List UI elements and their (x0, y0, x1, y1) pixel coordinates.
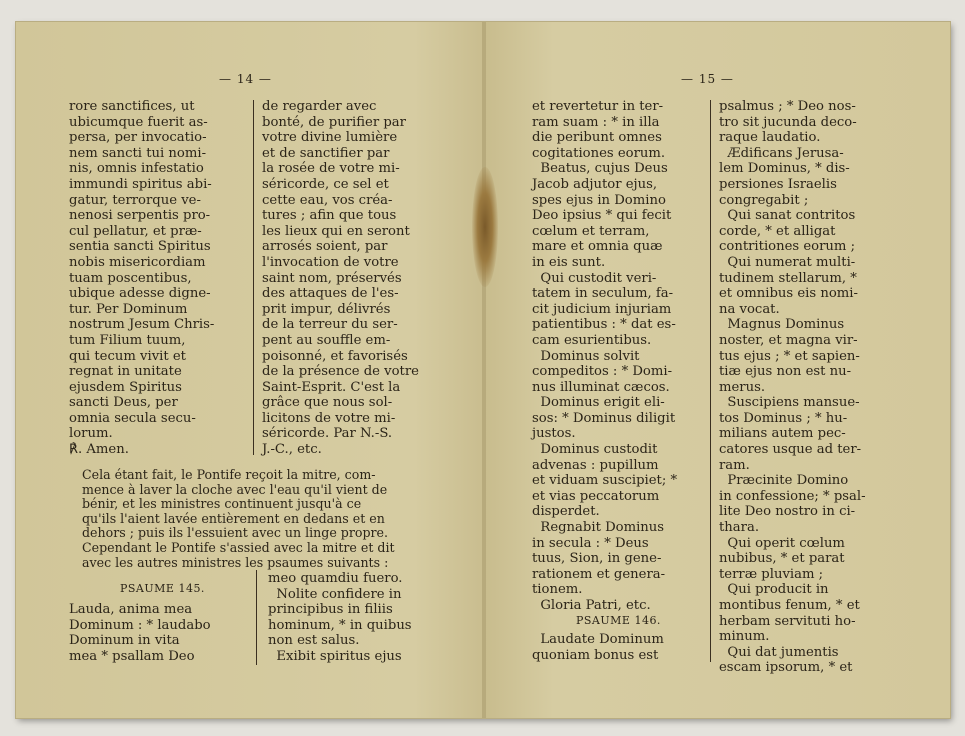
column-divider (253, 100, 254, 455)
psalm-145-title: PSAUME 145. (120, 582, 205, 595)
french-prayer-column: de regarder avec bonté, de purifier par votre divine lumière et de sanctifier par la rosée de votre mi- séricorde, ce sel et cette eau, vos créa- tures ; afin que tous les lieux qui en seront arrosés soient, par l'invocation de votre saint nom, préservés des attaques de l'es- prit impur, délivrés de la terreur du ser- pent au souffle em- poisonné, et favorisés de la présence de votre Saint-Esprit. C'est la grâce que nous sol- licitons de votre mi- séricorde. Par N.-S. J.-C., etc. (262, 99, 419, 458)
latin-prayer-column: rore sanctifices, ut ubicumque fuerit as- persa, per invocatio- nem sancti tui nomi- nis, omnis infestatio immundi spiritus abi- gatur, terrorque ve- nenosi serpentis pro- cul pellatur, et præ- sentia sancti Spiritus nobis misericordiam tuam poscentibus, ubique adesse digne- tur. Per Dominum nostrum Jesum Chris- tum Filium tuum, qui tecum vivit et regnat in unitate ejusdem Spiritus sancti Deus, per omnia secula secu- lorum. ℟. Amen. (69, 99, 215, 458)
psalm-146-title: PSAUME 146. (576, 614, 661, 627)
open-booklet (16, 22, 950, 718)
rubric-paragraph: Cela étant fait, le Pontife reçoit la mitre, com- mence à laver la cloche avec l'eau qu'il vient de bénir, et les ministres continuent jusqu'à ce qu'ils l'aient lavée entièrement en dedans et en dehors ; puis ils l'essuient avec un linge propre. Cependant le Pontife s'assied avec la mitre et dit avec les autres ministres les psaumes suivants : (82, 467, 395, 570)
psalm-145-continuation: et revertetur in ter- ram suam : * in illa die peribunt omnes cogitationes eorum. Beatus, cujus Deus Jacob adjutor ejus, spes ejus in Domino Deo ipsius * qui fecit cœlum et terram, mare et omnia quæ in eis sunt. Qui custodit veri- tatem in seculum, fa- cit judicium injuriam patientibus : * dat es- cam esurientibus. Dominus solvit compeditos : * Domi- nus illuminat cæcos. Dominus erigit eli- sos: * Dominus diligit justos. Dominus custodit advenas : pupillum et viduam suscipiet; * et vias peccatorum disperdet. Regnabit Dominus in secula : * Deus tuus, Sion, in gene- rationem et genera- tionem. Gloria Patri, etc. (532, 99, 678, 613)
column-divider (256, 570, 257, 665)
column-divider (710, 100, 711, 662)
psalm-146-continuation: psalmus ; * Deo nos- tro sit jucunda deco- raque laudatio. Ædificans Jerusa- lem Dominus, * dis- persiones Israelis congregabit ; Qui sanat contritos corde, * et alligat contritiones eorum ; Qui numerat multi- tudinem stellarum, * et omnibus eis nomi- na vocat. Magnus Dominus noster, et magna vir- tus ejus ; * et sapien- tiæ ejus non est nu- merus. Suscipiens mansue- tos Dominus ; * hu- milians autem pec- catores usque ad ter- ram. Præcinite Domino in confessione; * psal- lite Deo nostro in ci- thara. Qui operit cœlum nubibus, * et parat terræ pluviam ; Qui producit in montibus fenum, * et herbam servituti ho- minum. Qui dat jumentis escam ipsorum, * et (719, 99, 866, 676)
page-number-14: — 14 — (219, 72, 272, 86)
book-spine (482, 22, 486, 718)
psalm-145-column-2: meo quamdiu fuero. Nolite confidere in principibus in filiis hominum, * in quibus non est salus. Exibit spiritus ejus (268, 571, 412, 664)
psalm-146-start: Laudate Dominum quoniam bonus est (532, 632, 664, 663)
right-page (484, 22, 950, 718)
glue-stain (472, 167, 498, 287)
left-page (16, 22, 484, 718)
psalm-145-column-1: Lauda, anima mea Dominum : * laudabo Dominum in vita mea * psallam Deo (69, 602, 211, 664)
page-number-15: — 15 — (681, 72, 734, 86)
